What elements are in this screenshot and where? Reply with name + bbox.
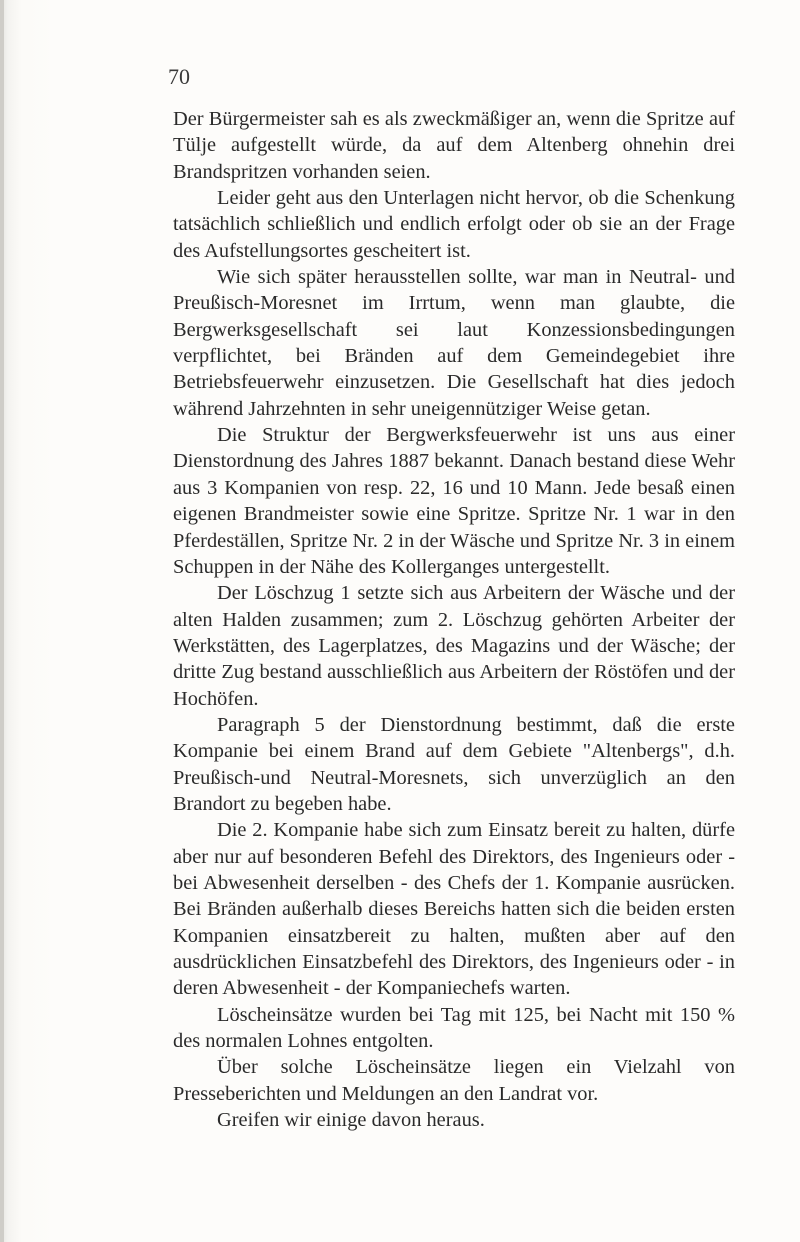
paragraph: Der Löschzug 1 setzte sich aus Arbeitern der Wäsche und der alten Halden zusammen; zum 2. Löschzug gehörten Arbeiter der Werkstätten, des Lagerplatzes, des Magazins und der Wäsche; der dritte Zug bestand ausschließlich aus Arbeitern der Röstöfen und der Hochöfen.	[173, 582, 735, 710]
paragraph: Löscheinsätze wurden bei Tag mit 125, bei Nacht mit 150 % des normalen Lohnes entgolten.	[173, 1003, 735, 1053]
paragraph: Greifen wir einige davon heraus.	[217, 1109, 485, 1132]
page-number: 70	[168, 64, 190, 89]
body-text	[173, 106, 735, 1133]
paragraph: Die 2. Kompanie habe sich zum Einsatz bereit zu halten, dürfe aber nur auf besonderen Befehl des Direktors, des Ingenieurs oder - bei Abwesenheit derselben - des Chefs der 1. Kompanie ausrücken. Bei Bränden außerhalb dieses Bereichs hatten sich die beiden ersten Kompanien einsatzbereit zu halten, mußten aber auf den ausdrücklichen Einsatzbefehl des Direktors, des Ingenieurs oder - in deren Abwesenheit - der Kompaniechefs warten.	[173, 819, 735, 1000]
paragraph: Die Struktur der Bergwerksfeuerwehr ist uns aus einer Dienstordnung des Jahres 1887 bekannt. Danach bestand diese Wehr aus 3 Kompanien von resp. 22, 16 und 10 Mann. Jede besaß einen eigenen Brandmeister sowie eine Spritze. Spritze Nr. 1 war in den Pferdeställen, Spritze Nr. 2 in der Wäsche und Spritze Nr. 3 in einem Schuppen in der Nähe des Kollerganges untergestellt.	[173, 424, 735, 578]
page-spine-shadow	[0, 0, 4, 1242]
paragraph: Über solche Löscheinsätze liegen ein Vielzahl von Presseberichten und Meldungen an den Landrat vor.	[173, 1056, 735, 1105]
paragraph: Der Bürgermeister sah es als zweckmäßiger an, wenn die Spritze auf Tülje aufgestellt würde, da auf dem Altenberg ohnehin drei Brandspritzen vorhanden seien.	[173, 108, 735, 183]
paragraph: Wie sich später herausstellen sollte, war man in Neutral- und Preußisch-Moresnet im Irrtum, wenn man glaubte, die Bergwerksgesellschaft sei laut Konzessionsbedingungen verpflichtet, bei Bränden auf dem Gemeindegebiet ihre Betriebsfeuerwehr einzusetzen. Die Gesellschaft hat dies jedoch während Jahrzehnten in sehr uneigennütziger Weise getan.	[173, 266, 735, 420]
paragraph: Paragraph 5 der Dienstordnung bestimmt, daß die erste Kompanie bei einem Brand auf dem Gebiete "Altenbergs", d.h. Preußisch-und Neutral-Moresnets, sich unverzüglich an den Brandort zu begeben habe.	[173, 713, 735, 815]
paragraph: Leider geht aus den Unterlagen nicht hervor, ob die Schenkung tatsächlich schließlich und endlich erfolgt oder ob sie an der Frage des Aufstellungsortes gescheitert ist.	[173, 187, 735, 262]
